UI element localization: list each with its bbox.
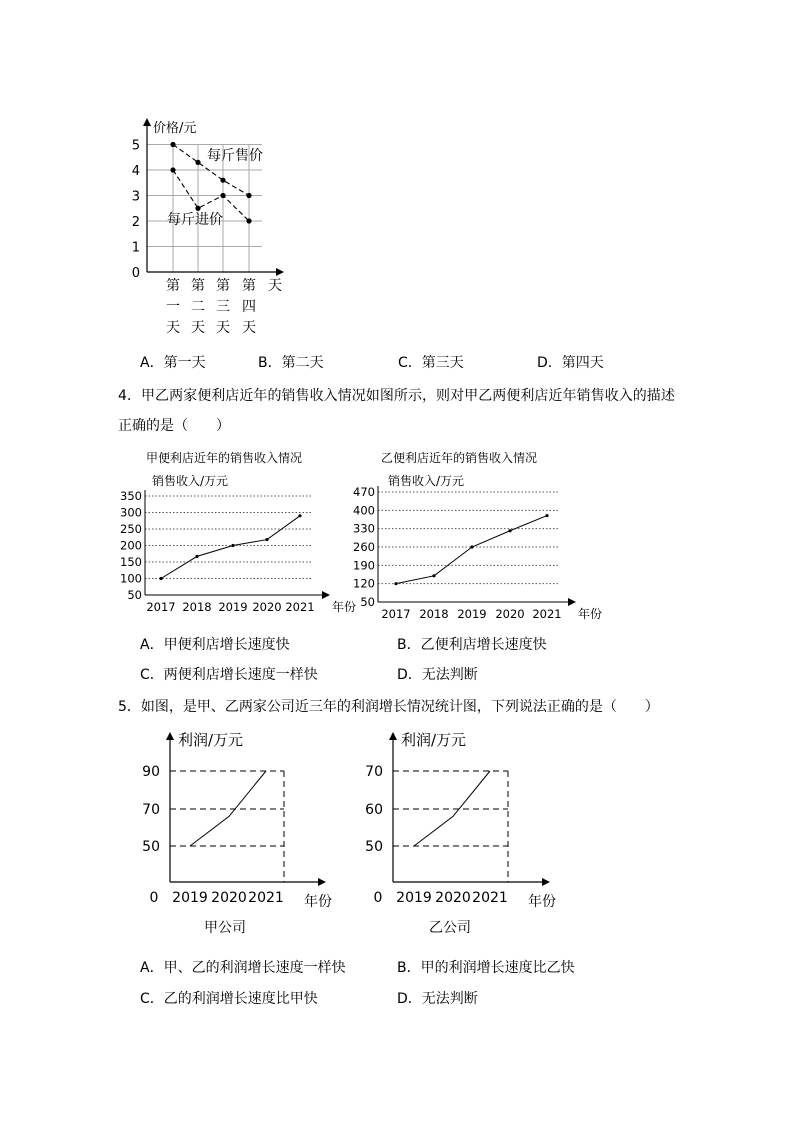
y-tick-label: 5: [131, 138, 140, 154]
y-tick-label: 250: [120, 522, 142, 536]
data-point: [470, 545, 473, 548]
q3-option-b[interactable]: B．第二天: [258, 355, 324, 371]
x-tick-label: 2017: [381, 607, 411, 621]
q5-option-b[interactable]: B．甲的利润增长速度比乙快: [397, 960, 575, 976]
q5-stem: 5．如图，是甲、乙两家公司近三年的利润增长情况统计图，下列说法正确的是（ ）: [118, 699, 659, 715]
y-tick-label: 200: [120, 538, 142, 553]
x-tick-label: 2018: [419, 607, 449, 621]
x-axis-arrow: [322, 591, 330, 599]
price-chart: [0, 0, 794, 340]
q4-option-c[interactable]: C．两便利店增长速度一样快: [140, 667, 318, 683]
x-tick-label: 2018: [182, 600, 212, 614]
data-point: [220, 178, 225, 183]
y-tick-label: 50: [360, 595, 375, 609]
x-category-label-char: 三: [216, 299, 230, 315]
y-tick-label: 350: [120, 489, 142, 503]
y-tick-label: 50: [142, 839, 160, 855]
q5-option-c[interactable]: C．乙的利润增长速度比甲快: [140, 991, 318, 1007]
data-point: [159, 577, 162, 580]
y-tick-label: 60: [365, 802, 383, 818]
y-tick-label: 260: [353, 540, 375, 554]
chart-title: 乙便利店近年的销售收入情况: [381, 451, 538, 465]
x-tick-label: 2020: [252, 600, 282, 614]
data-point: [298, 514, 301, 517]
data-point: [265, 538, 268, 541]
y-axis-label: 销售收入/万元: [388, 474, 465, 488]
x-category-label-char: 天: [166, 320, 180, 336]
y-tick-label: 1: [131, 240, 140, 256]
x-category-label-char: 二: [191, 299, 205, 315]
x-axis-label: 年份: [578, 607, 603, 621]
x-category-label-char: 一: [166, 299, 180, 315]
data-point: [545, 514, 548, 517]
y-tick-label: 470: [353, 485, 375, 499]
x-category-label-char: 天: [216, 320, 230, 336]
x-axis-label: 年份: [304, 894, 332, 910]
y-axis-label: 销售收入/万元: [152, 474, 229, 488]
x-tick-label: 2021: [248, 890, 284, 906]
x-tick-label: 2019: [457, 607, 487, 621]
chart-caption: 甲公司: [204, 920, 246, 936]
data-point: [432, 574, 435, 577]
y-axis-label: 利润/万元: [178, 731, 244, 749]
q4-option-b[interactable]: B．乙便利店增长速度快: [397, 637, 547, 653]
x-axis-arrow: [568, 598, 576, 606]
x-tick-label: 2020: [495, 607, 525, 621]
q3-option-d[interactable]: D．第四天: [537, 355, 604, 371]
x-category-label-char: 天: [242, 320, 256, 336]
y-tick-label: 100: [120, 571, 142, 586]
origin-label: 0: [149, 890, 159, 906]
data-point: [220, 193, 225, 198]
x-tick-label: 2021: [285, 600, 315, 614]
data-point: [246, 193, 251, 198]
price-chart-content: [132, 118, 284, 336]
x-axis-label: 年份: [528, 894, 556, 910]
y-tick-label: 3: [131, 189, 140, 205]
x-tick-label: 2021: [532, 607, 562, 621]
x-axis-label: 天: [268, 278, 282, 294]
y-tick-label: 400: [353, 503, 375, 518]
x-category-label-char: 第: [216, 278, 230, 294]
q4-option-a[interactable]: A．甲便利店增长速度快: [140, 637, 290, 653]
series-label: 每斤售价: [207, 148, 263, 164]
q4-option-d[interactable]: D．无法判断: [397, 667, 478, 683]
q5-option-a[interactable]: A．甲、乙的利润增长速度一样快: [140, 960, 346, 976]
y-tick-label: 150: [120, 555, 142, 569]
y-axis-arrow: [389, 732, 397, 740]
x-tick-label: 2021: [472, 890, 508, 906]
data-point: [170, 167, 175, 172]
y-tick-label: 90: [142, 764, 160, 780]
series-line: [161, 516, 300, 579]
data-point: [170, 142, 175, 147]
x-category-label-char: 天: [191, 320, 205, 336]
q3-option-c[interactable]: C．第三天: [398, 355, 464, 371]
data-point: [195, 160, 200, 165]
y-tick-label: 120: [353, 576, 375, 591]
x-tick-label: 2017: [146, 600, 176, 614]
x-category-label-char: 第: [191, 278, 205, 294]
x-axis-arrow: [318, 878, 326, 886]
y-tick-label: 50: [127, 588, 142, 602]
chart-caption: 乙公司: [429, 920, 471, 936]
x-axis-label: 年份: [332, 600, 357, 614]
data-point: [231, 544, 234, 547]
data-point: [508, 529, 511, 532]
x-axis-arrow: [276, 268, 284, 276]
data-point: [195, 206, 200, 211]
data-point: [195, 555, 198, 558]
y-tick-label: 190: [353, 558, 375, 573]
company-charts: [0, 720, 794, 950]
x-category-label-char: 第: [166, 278, 180, 294]
y-tick-label: 2: [131, 215, 140, 230]
data-point: [394, 582, 397, 585]
y-tick-label: 300: [120, 505, 142, 520]
x-tick-label: 2019: [218, 600, 248, 614]
y-tick-label: 330: [353, 521, 375, 536]
x-axis-arrow: [542, 878, 550, 886]
x-tick-label: 2020: [211, 890, 247, 906]
x-category-label-char: 第: [242, 278, 256, 294]
x-tick-label: 2019: [172, 890, 208, 906]
series-label: 每斤进价: [167, 212, 223, 228]
y-tick-label: 0: [131, 266, 140, 281]
q4-stem-line2: 正确的是（ ）: [118, 418, 230, 434]
x-tick-label: 2019: [396, 890, 432, 906]
x-tick-label: 2020: [435, 890, 471, 906]
store-a-chart: [0, 440, 794, 630]
y-axis-arrow: [166, 732, 174, 740]
y-tick-label: 50: [365, 839, 383, 855]
series-line: [396, 516, 547, 584]
y-tick-label: 70: [365, 764, 383, 780]
y-tick-label: 4: [131, 164, 140, 179]
q3-option-a[interactable]: A．第一天: [140, 355, 206, 371]
chart-title: 甲便利店近年的销售收入情况: [146, 451, 303, 465]
data-point: [246, 218, 251, 223]
x-category-label-char: 四: [242, 299, 256, 315]
y-tick-label: 70: [142, 802, 160, 818]
y-axis-arrow: [143, 118, 151, 126]
q4-stem-line1: 4．甲乙两家便利店近年的销售收入情况如图所示，则对甲乙两便利店近年销售收入的描述: [118, 388, 675, 404]
y-axis-label: 利润/万元: [401, 731, 467, 749]
q5-option-d[interactable]: D．无法判断: [397, 991, 478, 1007]
y-axis-label: 价格/元: [153, 121, 197, 136]
origin-label: 0: [373, 890, 383, 906]
